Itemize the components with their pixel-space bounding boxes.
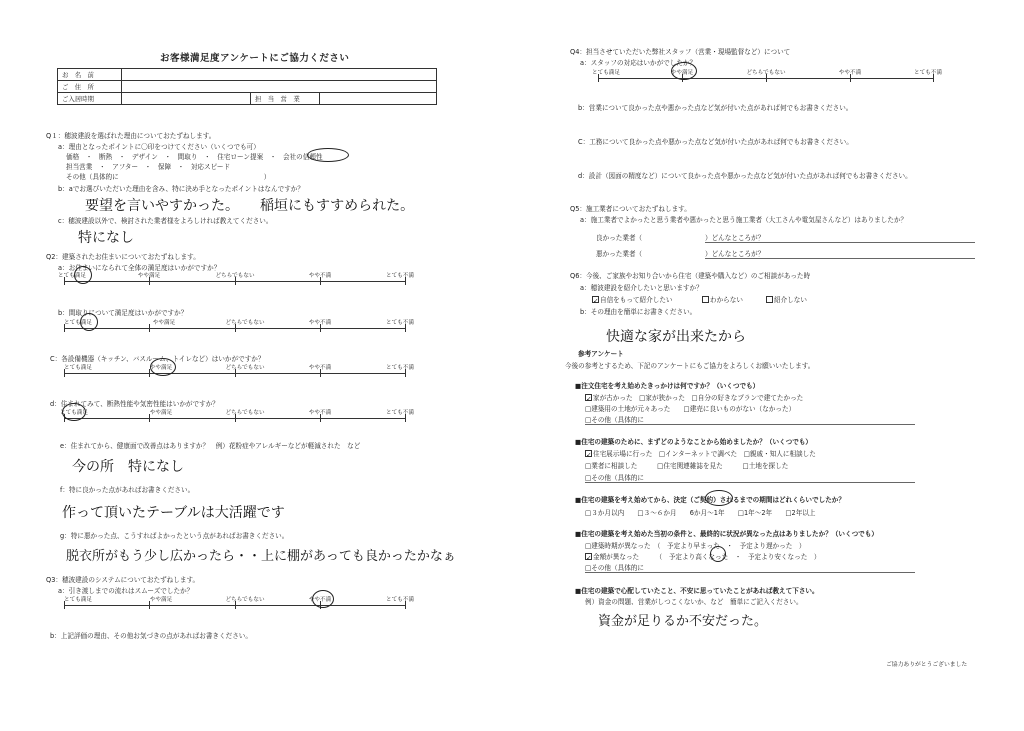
q6-b-answer: 快適な家が出来たから (606, 329, 746, 345)
q2-f: f：特に良かった点があればお書きください。 (60, 486, 195, 494)
q5-bad-field[interactable]: ）どんなところが？ (705, 248, 975, 259)
selection-circle (710, 546, 726, 562)
ref-s2-row1[interactable]: ✓住宅展示場に行った □インターネットで調べた □親戚・知人に相談した (586, 450, 816, 459)
q4-heading: Q4：担当させていただいた弊社スタッフ（営業・現場監督など）について (570, 48, 791, 56)
q3-a: a：引き渡しまでの流れはスムーズでしたか？ (58, 587, 194, 595)
ref-s1-row1[interactable]: ✓家が古かった □家が狭かった □自分の好きなプランで建てたかった (586, 394, 804, 403)
q5-heading: Q5：施工業者についておたずねします。 (570, 205, 691, 213)
ref-s1-other[interactable]: □その他（具体的に (585, 414, 915, 425)
q1-heading: Q１：穂波建設を選ばれた理由についておたずねします。 (46, 132, 216, 140)
checkbox-icon: ✓ (586, 554, 592, 562)
ref-s5: ■住宅の建築で心配していたこと、不安に思っていたことがあれば教えて下さい。 (575, 587, 819, 595)
checkbox-icon (766, 296, 773, 303)
q2-b: b：間取りについて満足度はいかがですか？ (58, 309, 188, 317)
checkbox-icon: ✓ (586, 451, 592, 459)
ref-s4-row1[interactable]: □建築時期が異なった （ 予定より早まった ・ 予定より遅かった ） (585, 542, 806, 550)
ref-s2-other[interactable]: □その他（具体的に (585, 472, 915, 483)
q5-a: a：施工業者でよかったと思う業者や悪かったと思う施工業者（大工さんや電気屋さんなど）はありましたか？ (580, 216, 908, 224)
rating-scale-q4a[interactable]: とても満足 やや満足 どちらでもない やや不満 とても不満 (598, 70, 934, 82)
q3-heading: Q3：穂波建設のシステムについておたずねします。 (46, 576, 200, 584)
page-title: お客様満足度アンケートにご協力ください (160, 53, 350, 64)
q1-options-2[interactable]: 担当営業 ・ アフター ・ 保障 ・ 対応スピード (66, 163, 231, 171)
ref-intro: 今後の参考とするため、下記のアンケートにもご協力をよろしくお願いいたします。 (565, 362, 815, 370)
q2-c: C：各設備機器（キッチン、バスルーム、トイレなど）はいかがですか？ (50, 355, 265, 363)
q5-good-label: 良かった業者（ (596, 234, 643, 242)
customer-info-table (57, 68, 437, 105)
selection-circle (307, 148, 349, 162)
rating-scale-q3a[interactable]: とても満足 やや満足 どちらでもない やや不満 とても不満 (64, 597, 406, 609)
selection-circle (150, 358, 176, 376)
ref-s4-other[interactable]: □その他（具体的に (585, 562, 915, 573)
selection-circle (312, 590, 334, 608)
selection-circle (705, 490, 733, 506)
ref-s1: ■注文住宅を考え始めたきっかけは何ですか？（いくつでも） (575, 382, 760, 390)
q2-a: a：お住まいになられて全体の満足度はいかがですか？ (58, 264, 221, 272)
q4-d: d：設計（図面の精度など）について良かった点や悪かった点など気が付いた点があれば何でもお書きください。 (578, 172, 912, 180)
name-field[interactable] (122, 69, 437, 81)
ref-s3-row[interactable]: □３か月以内 □３～６か月 6か月～1年 □1年～2年 □2年以上 (585, 509, 816, 517)
q4-b: b：営業について良かった点や悪かった点など気が付いた点があれば何でもお書きください。 (578, 104, 853, 112)
ref-s3: ■住宅の建築を考え始めてから、決定（ご契約）されるまでの期間はどれくらいでしたか？ (575, 496, 845, 504)
staff-field[interactable] (320, 93, 437, 105)
ref-s4: ■住宅の建築を考え始めた当初の条件と、最終的に状況が異なった点はありましたか？（いくつでも） (575, 530, 878, 538)
selection-circle (74, 266, 92, 284)
move-in-field[interactable] (122, 93, 251, 105)
address-field[interactable] (122, 81, 437, 93)
ref-s5-answer: 資金が足りるか不安だった。 (598, 614, 768, 629)
q6-b: b：その理由を簡単にお書きください。 (580, 308, 697, 316)
rating-scale-q2b[interactable]: とても満足 やや満足 どちらでもない やや不満 とても不満 (64, 320, 406, 332)
selection-circle (80, 313, 98, 331)
rating-scale-q2a[interactable]: とても満足 やや満足 どちらでもない やや不満 とても不満 (64, 273, 406, 285)
q1-c-answer: 特になし (78, 230, 134, 246)
ref-s2: ■住宅の建築のために、まずどのようなことから始めましたか？（いくつでも） (575, 438, 813, 446)
q2-g-answer: 脱衣所がもう少し広かったら・・上に棚があっても良かったかなぁ (66, 549, 456, 564)
ref-s4-row2[interactable]: ✓金額が異なった （ 予定より高くなった ・ 予定より安くなった ） (586, 553, 821, 562)
q6-a: a：穂波建設を紹介したいと思いますか？ (580, 284, 703, 292)
q2-g: g：特に悪かった点、こうすればよかったという点があればお書きください。 (60, 532, 289, 540)
q2-e: e：住まれてから、健康面で改善点はありますか？ 例）花粉症やアレルギーなどが軽減された など (60, 442, 361, 450)
q4-a: a：スタッフの対応はいかがでしたか？ (580, 59, 697, 67)
checkbox-icon: ✓ (586, 395, 592, 403)
q6-option-2[interactable]: わからない (702, 294, 743, 304)
ref-heading: 参考アンケート (578, 350, 624, 358)
q5-good-field[interactable]: ）どんなところが？ (705, 232, 975, 243)
rating-scale-q2d[interactable]: とても満足 やや満足 どちらでもない やや不満 とても不満 (64, 410, 406, 422)
q1-b-answer: 要望を言いやすかった。 稲垣にもすすめられた。 (85, 198, 415, 214)
q3-b: b：上記評価の理由、その他お気づきの点があればお書きください。 (50, 632, 252, 640)
q1-b: b：aでお選びいただいた理由を含み、特に決め手となったポイントはなんですか？ (58, 185, 304, 193)
q4-c: C：工務について良かった点や悪かった点など気が付いた点があれば何でもお書きください。 (578, 138, 853, 146)
staff-label: 担 当 営 業 (251, 93, 320, 105)
q6-option-3[interactable]: 紹介しない (766, 294, 807, 304)
q5-bad-label: 悪かった業者（ (596, 250, 643, 258)
q1-options-1[interactable]: 価格 ・ 断熱 ・ デザイン ・ 間取り ・ 住宅ローン提案 ・ 会社の信頼性 (66, 153, 323, 161)
ref-s1-row2[interactable]: □建築用の土地が元々あった □建売に良いものがない（なかった） (585, 405, 796, 413)
q6-option-1[interactable]: ✓自信をもって紹介したい (593, 296, 673, 305)
q2-heading: Q2：建築されたお住まいについておたずねします。 (46, 253, 200, 261)
q2-f-answer: 作って頂いたテーブルは大活躍です (62, 505, 285, 521)
q1-a: a：理由となったポイントに〇印をつけてください（いくつでも可） (58, 143, 260, 151)
q6-heading: Q6：今後、ご家族やお知り合いから住宅（建築や購入など）のご相談があった時 (570, 272, 811, 280)
thanks-note: ご協力ありがとうございました (886, 662, 968, 668)
checkbox-icon (702, 296, 709, 303)
selection-circle (671, 62, 697, 80)
q1-other: その他（具体的に ） (66, 173, 271, 181)
selection-circle (62, 403, 86, 421)
ref-s2-row2[interactable]: □業者に相談した □住宅関連雑誌を見た □土地を探した (585, 462, 789, 470)
checkbox-icon: ✓ (593, 297, 599, 305)
name-label: お 名 前 (58, 69, 122, 81)
ref-s5-example: 例）資金の問題、営業がしつこくないか、など 簡単にご記入ください。 (585, 598, 803, 606)
q2-e-answer: 今の所 特になし (72, 459, 184, 475)
q2-d: d：住まれてみて、断熱性能や気密性能はいかがですか？ (50, 400, 219, 408)
address-label: ご 住 所 (58, 81, 122, 93)
rating-scale-q2c[interactable]: とても満足 やや満足 どちらでもない やや不満 とても不満 (64, 365, 406, 377)
move-in-label: ご入居時期 (58, 93, 122, 105)
q1-c: c：穂波建設以外で、検討された業者様をよろしければ教えてください。 (58, 217, 273, 225)
